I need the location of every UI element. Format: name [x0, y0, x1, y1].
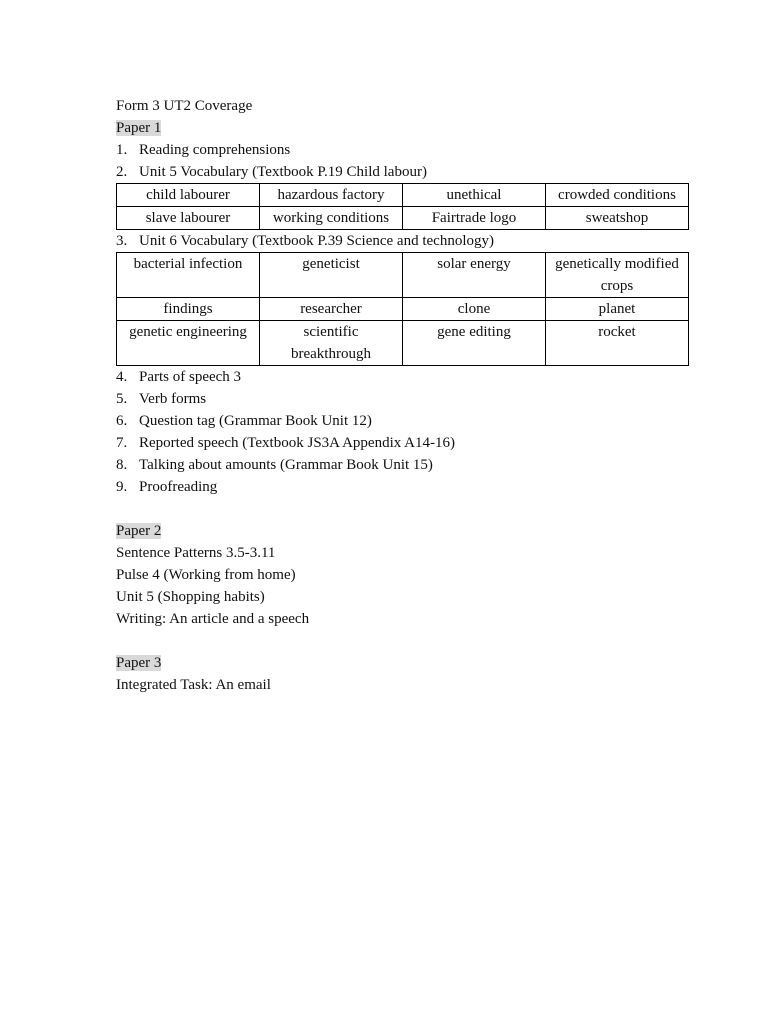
table-cell: bacterial infection — [117, 253, 260, 298]
table-row — [117, 253, 689, 298]
list-item — [116, 432, 656, 454]
list-item-text: Verb forms — [139, 391, 207, 407]
table-cell: Fairtrade logo — [403, 207, 546, 230]
paper3-line: Integrated Task: An email — [116, 677, 271, 693]
table-cell: sweatshop — [546, 207, 689, 230]
paper1-heading: Paper 1 — [116, 120, 162, 136]
paper2-line: Writing: An article and a speech — [116, 611, 310, 627]
list-item — [116, 366, 656, 388]
table-cell: scientific breakthrough — [260, 321, 403, 366]
table-cell: solar energy — [403, 253, 546, 298]
list-item-number: 6. — [116, 413, 128, 429]
paper1-section — [116, 117, 656, 139]
unit6-vocabulary-table — [116, 252, 689, 366]
table-cell: genetic engineering — [117, 321, 260, 366]
list-item-number: 8. — [116, 457, 128, 473]
list-item — [116, 161, 656, 183]
table-row — [117, 298, 689, 321]
spacer — [116, 498, 656, 520]
list-item-number: 7. — [116, 435, 128, 451]
table-cell: gene editing — [403, 321, 546, 366]
list-item-number: 3. — [116, 233, 128, 249]
paper3-section — [116, 652, 656, 674]
list-item-number: 2. — [116, 164, 128, 180]
paper3-heading: Paper 3 — [116, 655, 162, 671]
spacer — [116, 630, 656, 652]
list-item-text: Unit 6 Vocabulary (Textbook P.39 Science and technology) — [139, 233, 494, 249]
table-cell: findings — [117, 298, 260, 321]
unit5-vocabulary-table — [116, 183, 689, 230]
document-body — [116, 95, 679, 696]
table-cell: clone — [403, 298, 546, 321]
paper2-line: Pulse 4 (Working from home) — [116, 567, 296, 583]
list-item — [116, 139, 656, 161]
table-row — [117, 207, 689, 230]
list-item-text: Parts of speech 3 — [139, 369, 242, 385]
table-cell: crowded conditions — [546, 184, 689, 207]
list-item-number: 9. — [116, 479, 128, 495]
table-cell: working conditions — [260, 207, 403, 230]
list-item-number: 1. — [116, 142, 128, 158]
paper2-heading: Paper 2 — [116, 523, 162, 539]
list-item-text: Unit 5 Vocabulary (Textbook P.19 Child labour) — [139, 164, 427, 180]
table-cell: planet — [546, 298, 689, 321]
list-item — [116, 454, 656, 476]
paper2-line: Sentence Patterns 3.5-3.11 — [116, 545, 276, 561]
table-cell: genetically modified crops — [546, 253, 689, 298]
table-row — [117, 321, 689, 366]
table-cell: child labourer — [117, 184, 260, 207]
list-item-text: Question tag (Grammar Book Unit 12) — [139, 413, 372, 429]
list-item — [116, 410, 656, 432]
paper2-section — [116, 520, 656, 542]
table-cell: unethical — [403, 184, 546, 207]
list-item-text: Reported speech (Textbook JS3A Appendix A14-16) — [139, 435, 455, 451]
table-row — [117, 184, 689, 207]
list-item-number: 5. — [116, 391, 128, 407]
list-item-text: Proofreading — [139, 479, 218, 495]
list-item — [116, 388, 656, 410]
table-cell: slave labourer — [117, 207, 260, 230]
table-cell: geneticist — [260, 253, 403, 298]
table-cell: researcher — [260, 298, 403, 321]
table-cell: hazardous factory — [260, 184, 403, 207]
paper2-line: Unit 5 (Shopping habits) — [116, 589, 265, 605]
list-item-text: Talking about amounts (Grammar Book Unit 15) — [139, 457, 433, 473]
list-item — [116, 476, 656, 498]
list-item-text: Reading comprehensions — [139, 142, 291, 158]
list-item-number: 4. — [116, 369, 128, 385]
document-title: Form 3 UT2 Coverage — [116, 98, 253, 114]
table-cell: rocket — [546, 321, 689, 366]
list-item — [116, 230, 656, 252]
